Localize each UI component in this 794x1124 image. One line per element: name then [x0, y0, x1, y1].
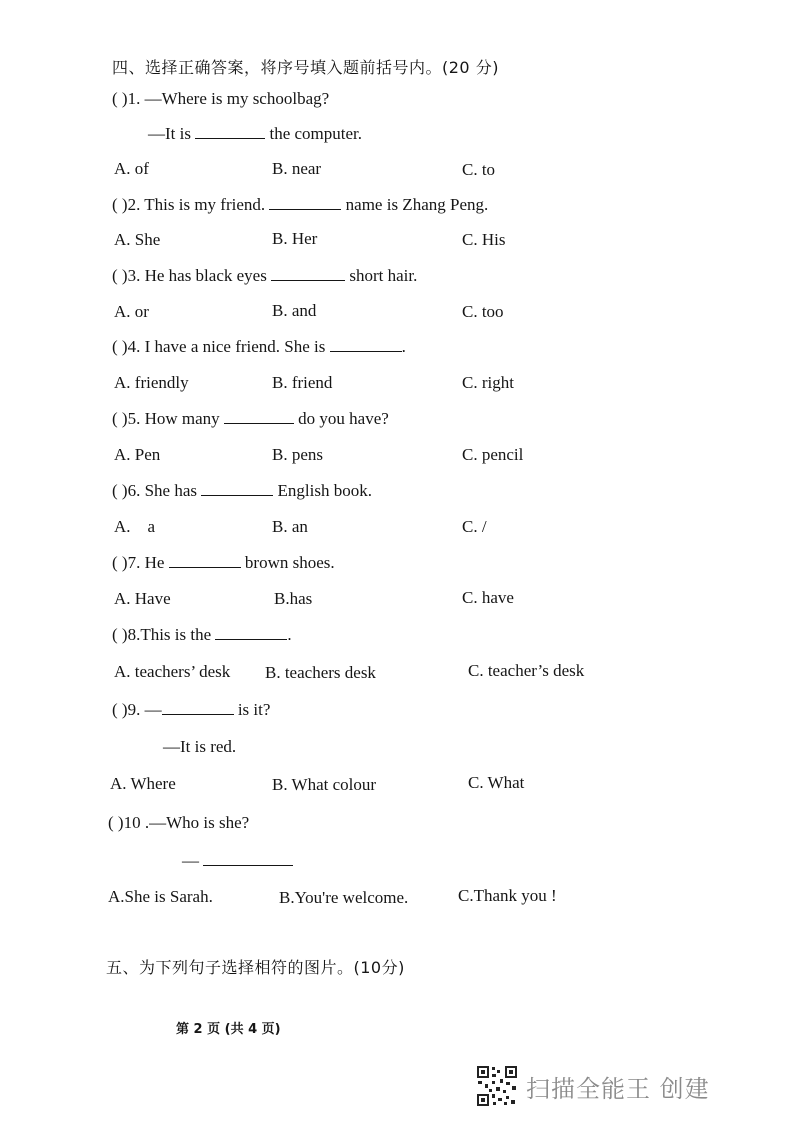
question-stem-tail: do you have? — [298, 409, 389, 428]
answer-blank — [169, 553, 241, 568]
answer-blank — [203, 851, 293, 866]
question-stem: 7. He — [127, 553, 165, 572]
option-c: C. have — [462, 588, 514, 607]
answer-paren[interactable]: ( ) — [108, 813, 124, 832]
question-stem-tail: short hair. — [349, 266, 418, 285]
option-c: C. right — [462, 373, 514, 392]
scanner-watermark — [476, 1065, 710, 1107]
answer-blank — [330, 337, 402, 352]
option-a: A. She — [114, 230, 161, 249]
option-c: C. What — [468, 773, 525, 792]
question-stem: 9. — — [127, 700, 162, 719]
question-stem: 3. He has black eyes — [127, 266, 267, 285]
question-6 — [112, 481, 372, 501]
section-5-heading: 五、为下列句子选择相符的图片。(10分) — [106, 958, 405, 977]
answer-blank — [162, 700, 234, 715]
question-stem-tail: brown shoes. — [244, 553, 335, 572]
question-7 — [112, 553, 335, 573]
answer-blank — [224, 409, 294, 424]
question-3 — [112, 266, 417, 286]
question-stem: 2. This is my friend. — [127, 195, 266, 214]
option-b: B. Her — [272, 229, 318, 248]
answer-blank — [201, 481, 273, 496]
question-10-reply — [182, 851, 293, 871]
option-b: B. What colour — [272, 775, 377, 794]
option-b: B.You're welcome. — [279, 888, 409, 907]
answer-paren[interactable]: ( ) — [112, 89, 128, 108]
option-a: A. or — [114, 302, 149, 321]
reply-text-tail: the computer. — [269, 124, 363, 143]
question-2 — [112, 195, 488, 215]
answer-blank — [215, 625, 287, 640]
answer-paren[interactable]: ( ) — [112, 625, 128, 644]
option-c: C. / — [462, 517, 487, 536]
option-c: C.Thank you ! — [458, 886, 557, 905]
option-a: A. of — [114, 159, 149, 178]
question-stem: 10 .—Who is she? — [123, 813, 250, 832]
question-stem-tail: name is Zhang Peng. — [345, 195, 489, 214]
option-a: A. friendly — [114, 373, 189, 392]
answer-paren[interactable]: ( ) — [112, 700, 128, 719]
option-b: B.has — [274, 589, 313, 608]
option-a: A. Pen — [114, 445, 161, 464]
question-stem-tail: . — [401, 337, 406, 356]
option-b: B. teachers desk — [265, 663, 376, 682]
option-a: A. Have — [114, 589, 171, 608]
answer-paren[interactable]: ( ) — [112, 409, 128, 428]
question-stem-tail: . — [287, 625, 292, 644]
question-8 — [112, 625, 292, 645]
option-a: A.She is Sarah. — [108, 887, 213, 906]
question-4 — [112, 337, 406, 357]
answer-paren[interactable]: ( ) — [112, 337, 128, 356]
option-b: B. an — [272, 517, 308, 536]
question-stem: 8.This is the — [127, 625, 212, 644]
option-a: A. a — [114, 517, 156, 536]
question-stem: 1. —Where is my schoolbag? — [127, 89, 330, 108]
reply-text: —It is — [148, 124, 191, 143]
option-b: B. pens — [272, 445, 323, 464]
option-c: C. too — [462, 302, 504, 321]
option-c: C. pencil — [462, 445, 524, 464]
option-b: B. friend — [272, 373, 333, 392]
option-c: C. to — [462, 160, 496, 179]
reply-dash: — — [182, 851, 199, 870]
section-4-heading: 四、选择正确答案，将序号填入题前括号内。(20 分) — [112, 58, 499, 77]
page-number: 第 2 页 (共 4 页) — [176, 1022, 281, 1037]
answer-blank — [271, 266, 345, 281]
qr-code-icon — [476, 1065, 518, 1107]
option-c: C. teacher’s desk — [468, 661, 585, 680]
question-9-reply: —It is red. — [163, 737, 237, 756]
watermark-text: 扫描全能王 创建 — [526, 1074, 710, 1103]
option-a: A. teachers’ desk — [114, 662, 231, 681]
answer-paren[interactable]: ( ) — [112, 195, 128, 214]
answer-blank — [269, 195, 341, 210]
option-a: A. Where — [110, 774, 176, 793]
question-1-reply — [148, 124, 362, 144]
option-b: B. near — [272, 159, 322, 178]
option-c: C. His — [462, 230, 506, 249]
answer-blank — [195, 124, 265, 139]
answer-paren[interactable]: ( ) — [112, 481, 128, 500]
question-5 — [112, 409, 389, 429]
question-stem: 4. I have a nice friend. She is — [127, 337, 326, 356]
question-9 — [112, 700, 270, 720]
answer-paren[interactable]: ( ) — [112, 553, 128, 572]
question-1 — [112, 89, 329, 109]
question-10 — [108, 813, 249, 833]
option-b: B. and — [272, 301, 317, 320]
question-stem-tail: English book. — [277, 481, 372, 500]
answer-paren[interactable]: ( ) — [112, 266, 128, 285]
question-stem: 5. How many — [127, 409, 220, 428]
question-stem-tail: is it? — [237, 700, 271, 719]
question-stem: 6. She has — [127, 481, 197, 500]
